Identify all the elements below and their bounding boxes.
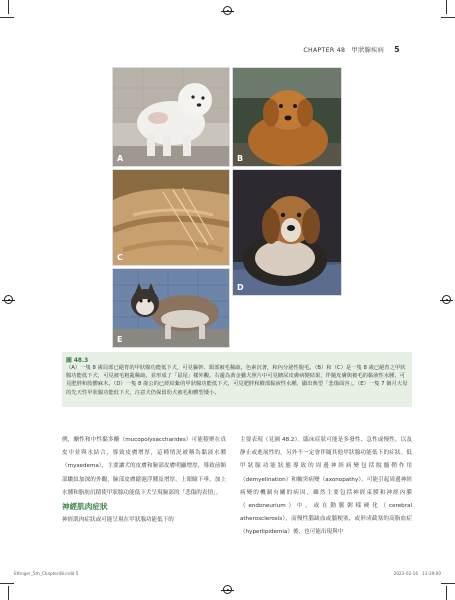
running-header [0,45,400,54]
golden-retriever-image [233,68,342,167]
file-slug: Ettinger_5th_Chapter48.indd 5 [14,571,79,576]
crop-mark [446,586,447,600]
body-paragraph: 主要表現（見圖 48.2）。臨床症狀可能是多發性、急性或慢性，以及靜止或進展性的，另外不一定會伴隨其他甲狀腺功能低下的症狀。低甲狀腺功能狀態導致的周邊神經病變包括脫髓鞘作用（demyelination）和軸突病變（axonopathy）。可能引起周邊神經病變的機制有關的病因，雖然主要包括神經束膜和神經內膜（endoneurium）中，或在動脈粥樣硬化（cerebral atherosclerosis），而慢性腦缺血或腦梗塞，或形成截塞的高脂血症（hyperlipidemia）後，也可能出現與中 [240,437,412,536]
photo-label: E [117,335,123,344]
figure-photo-e [112,268,230,348]
registration-mark [223,6,232,15]
figure-number: 圖 48.3 [66,358,89,364]
figure-photo-d [232,169,342,296]
body-paragraph: 神經肌肉症狀或可能呈現在甲狀腺功能低下的 [62,517,174,524]
figure-caption: （A）一隻 8 歲局部已絕育的甲狀腺功能低下犬，可見軀幹、頸部被毛稀疏，色素沉著，和內分泌性脫毛。（B）和（C）是一隻 8 歲已絕育之甲狀腺功能低下犬，可見被毛粗亂稀疏，並形成了「鼠尾」樣外觀。右邊為黃金獵犬照片中可見糖尿皮膚病變結果，伴隨皮膚與被毛的黏液性水腫，可見肥胖和肢體麻木。（D）一隻 8 歲公的已經結紮的甲狀腺功能低下犬，可見肥胖和臉部黏液性水腫，顯出典型「悲傷面容」。（E）一隻 7 個月大母的先天性甲狀腺功能低下犬，注意犬仍保留幼犬被毛和體型矮小。 [66,365,408,396]
photo-label: C [117,253,123,262]
left-column [62,434,226,527]
crop-mark [446,0,447,14]
registration-mark [223,585,232,594]
photo-label: A [117,154,124,163]
print-timestamp: 2023-02-16 13:39:00 [393,571,441,576]
body-paragraph: 例，醣性和中性黏多醣（mucopolysaccharides）可能積聚在真皮中並與水結合，導致皮膚增厚，這種情況被稱為黏液水腫（myxedema），主要讓犬的皮膚和臉部皮膚明顯增厚，導致前額部皺紋加深的外觀，臉部皮膚鬆弛浮腫及增厚，上眼瞼下垂，加上水腫和脂肪沉積使甲狀腺功能低下犬呈現臉部的「悲傷的表情」。 [62,437,226,496]
crop-mark [0,17,14,18]
registration-mark [4,295,13,304]
figure-photo-b [232,67,342,167]
crop-mark [8,586,9,600]
registration-mark [442,295,451,304]
crop-mark [441,17,455,18]
crop-mark [8,0,9,14]
figure-photo-c [112,169,230,266]
crop-mark [441,583,455,584]
photo-label: D [237,283,244,292]
white-dog-image [113,68,230,167]
page-number: 5 [394,45,400,54]
section-heading: 神經肌肉症狀 [62,502,108,512]
chapter-title: CHAPTER 48 甲狀腺疾病 [303,47,385,54]
skin-closeup-image [113,170,230,266]
photo-label: B [237,154,244,163]
right-column [240,434,412,540]
husky-image [113,269,230,348]
beagle-image [233,170,342,296]
figure-photo-a [112,67,230,167]
crop-mark [0,583,14,584]
